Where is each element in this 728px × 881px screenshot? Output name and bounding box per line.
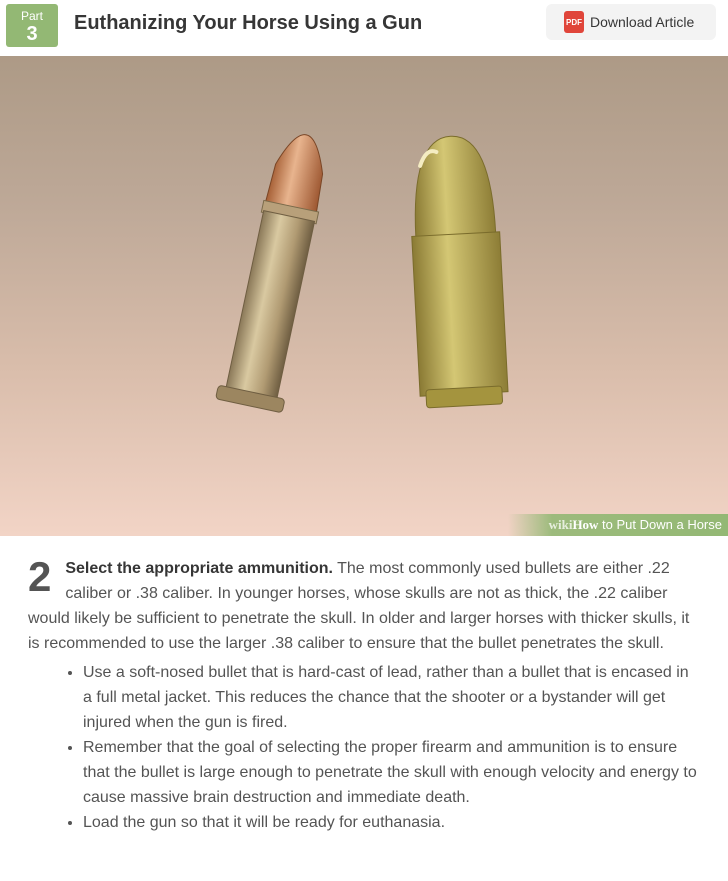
- pdf-icon: PDF: [564, 11, 584, 33]
- step-illustration: [0, 56, 728, 536]
- left-bullet: [216, 128, 340, 413]
- step-content: [0, 536, 728, 835]
- list-item: • Use a soft-nosed bullet that is hard-cast of lead, rather than a bullet that is encased in a full metal jacket. This reduces the chance that the shooter or a bystander will get injured when the gun is fired.: [83, 660, 698, 735]
- part-header: [0, 0, 728, 56]
- step-text: [28, 553, 698, 656]
- list-item: • Load the gun so that it will be ready for euthanasia.: [83, 810, 698, 835]
- step-number: 2: [28, 553, 52, 600]
- list-item: • Remember that the goal of selecting the proper firearm and ammunition is to ensure that the bullet is large enough to penetrate the skull with enough velocity and energy to cause massive brain destruction and immediate death.: [83, 735, 698, 810]
- part-label: Part: [20, 9, 43, 23]
- step-bold-lead: Select the appropriate ammunition.: [65, 560, 333, 577]
- right-bullet: [407, 134, 509, 408]
- part-title: Euthanizing Your Horse Using a Gun: [74, 12, 423, 34]
- download-label: Download Article: [590, 14, 695, 30]
- watermark-wiki: wiki: [548, 517, 573, 532]
- watermark-rest: to Put Down a Horse: [598, 517, 722, 532]
- part-number: 3: [26, 23, 38, 45]
- step-body: The most commonly used bullets are either .22 caliber or .38 caliber. In younger horses, whose skulls are not as thick, the .22 caliber would likely be sufficient to penetrate the skull. In older and larger horses with thicker skulls, it is recommended to use the larger .38 caliber to ensure that the bullet penetrates the skull.: [28, 560, 690, 652]
- watermark-how: How: [572, 517, 599, 532]
- part-badge: [6, 4, 58, 47]
- bullets-illustration: [0, 56, 728, 536]
- step-bullet-list: [28, 660, 698, 835]
- download-article-button[interactable]: [546, 4, 716, 40]
- wikihow-watermark: [508, 514, 728, 536]
